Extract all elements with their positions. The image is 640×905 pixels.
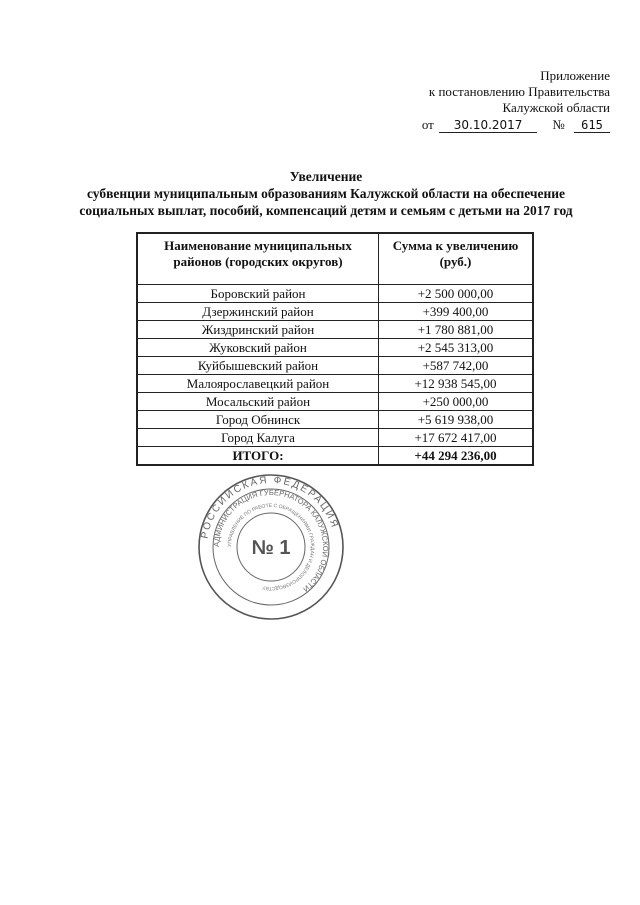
- row-amount: +587 742,00: [379, 357, 534, 375]
- table-header-row: [137, 233, 533, 285]
- row-name: Город Обнинск: [137, 411, 379, 429]
- row-amount: +2 545 313,00: [379, 339, 534, 357]
- row-name: Куйбышевский район: [137, 357, 379, 375]
- title-line-1: Увеличение: [289, 169, 363, 184]
- date-number-line: [422, 117, 610, 133]
- table-row: [137, 357, 533, 375]
- table-row: [137, 393, 533, 411]
- total-amount: +44 294 236,00: [379, 447, 534, 466]
- row-amount: +1 780 881,00: [379, 321, 534, 339]
- title-line-2: субвенции муниципальным образованиям Калужской области на обеспечение: [86, 186, 566, 201]
- appendix-header: [422, 68, 610, 133]
- stamp-inner-text: УПРАВЛЕНИЕ ПО РАБОТЕ С ОБРАЩЕНИЯМИ ГРАЖДАН И ДЕЛОПРОИЗВОДСТВУ: [226, 502, 316, 592]
- table-row: [137, 285, 533, 303]
- row-name: Боровский район: [137, 285, 379, 303]
- row-name: Малоярославецкий район: [137, 375, 379, 393]
- table-row: [137, 303, 533, 321]
- document-title: [40, 168, 612, 219]
- header-amount: Сумма к увеличению (руб.): [379, 233, 534, 285]
- row-name: Жуковский район: [137, 339, 379, 357]
- subvention-table: [136, 232, 534, 466]
- row-name: Жиздринский район: [137, 321, 379, 339]
- number-label: №: [552, 117, 565, 132]
- table-row: [137, 411, 533, 429]
- document-date: 30.10.2017: [439, 118, 537, 133]
- table-body: [137, 285, 533, 466]
- row-amount: +399 400,00: [379, 303, 534, 321]
- row-amount: +17 672 417,00: [379, 429, 534, 447]
- appendix-line-1: Приложение: [540, 68, 610, 83]
- table-row: [137, 429, 533, 447]
- appendix-line-2: к постановлению Правительства: [428, 84, 610, 99]
- row-amount: +2 500 000,00: [379, 285, 534, 303]
- table-row: [137, 375, 533, 393]
- header-name: Наименование муниципальных районов (городских округов): [137, 233, 379, 285]
- date-label: от: [421, 117, 434, 132]
- stamp-ring-text: АДМИНИСТРАЦИЯ ГУБЕРНАТОРА КАЛУЖСКОЙ ОБЛАСТИ: [211, 487, 331, 594]
- row-name: Дзержинский район: [137, 303, 379, 321]
- row-name: Мосальский район: [137, 393, 379, 411]
- appendix-line-3: Калужской области: [502, 100, 610, 115]
- official-stamp: [196, 472, 346, 622]
- table-row: [137, 321, 533, 339]
- document-number: 615: [574, 118, 610, 133]
- row-amount: +250 000,00: [379, 393, 534, 411]
- total-row: [137, 447, 533, 466]
- row-amount: +12 938 545,00: [379, 375, 534, 393]
- stamp-outer-text: РОССИЙСКАЯ ФЕДЕРАЦИЯ: [199, 474, 341, 540]
- row-amount: +5 619 938,00: [379, 411, 534, 429]
- stamp-center-number: № 1: [251, 537, 291, 559]
- title-line-3: социальных выплат, пособий, компенсаций детям и семьям с детьми на 2017 год: [79, 203, 573, 218]
- row-name: Город Калуга: [137, 429, 379, 447]
- table-row: [137, 339, 533, 357]
- total-label: ИТОГО:: [137, 447, 379, 466]
